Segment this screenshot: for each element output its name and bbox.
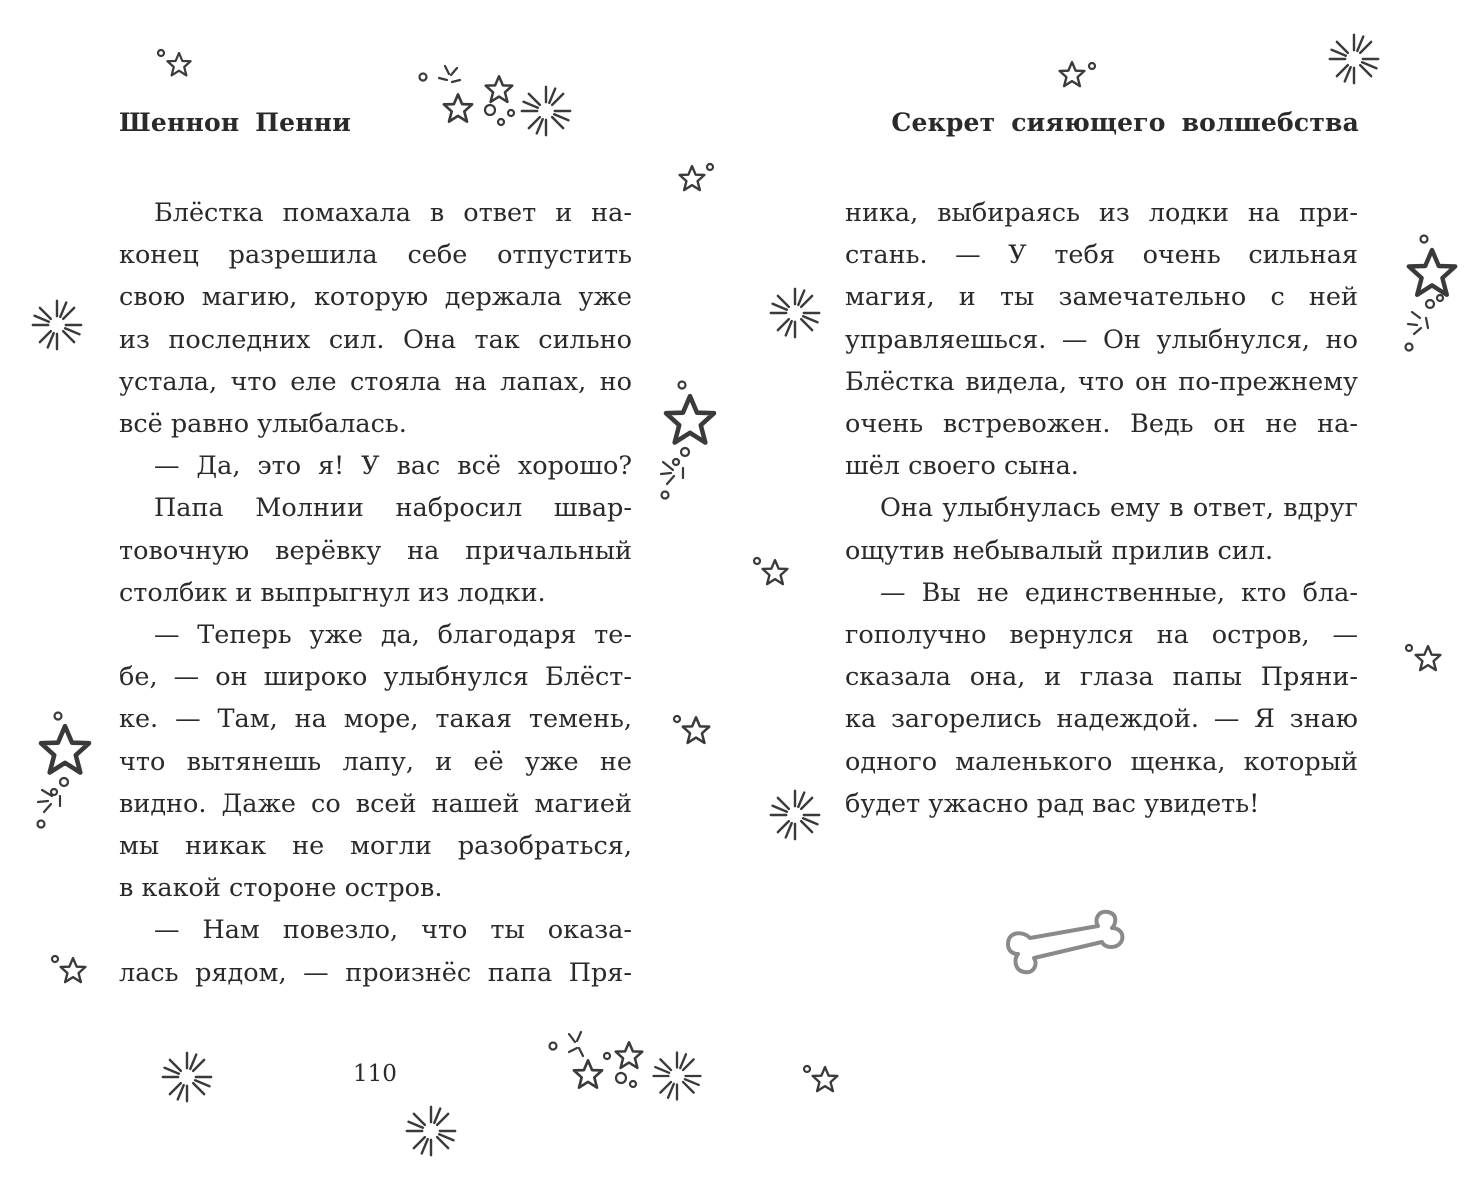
text-line: ка загорелись надеждой. — Я знаю	[845, 704, 1358, 735]
text-line: конец разрешила себе отпустить	[119, 240, 632, 271]
star-icon	[155, 44, 199, 84]
sparkle-burst-icon	[762, 782, 828, 848]
text-line: — Вы не единственные, кто бла-	[880, 577, 1358, 608]
text-line: — Нам повезло, что ты оказа-	[154, 915, 632, 946]
star-icon	[48, 950, 92, 990]
star-icon	[670, 710, 716, 750]
text-line: что вытянешь лапу, и её уже не	[119, 746, 632, 777]
text-line: лась рядом, — произнёс папа Пря-	[119, 957, 632, 988]
text-line: свою магию, которую держала уже	[119, 282, 632, 313]
text-line: магия, и ты замечательно с ней	[845, 282, 1358, 313]
star-icon	[675, 158, 721, 198]
star-icon	[1400, 232, 1466, 356]
text-line: гополучно вернулся на остров, —	[845, 620, 1358, 651]
left-page-text	[119, 192, 632, 994]
sparkle-burst-icon	[398, 1098, 464, 1164]
text-line: очень встревожен. Ведь он не на-	[845, 409, 1358, 440]
bone-icon	[1000, 902, 1130, 982]
sparkle-burst-icon	[154, 1044, 220, 1110]
sparkle-burst-icon	[1321, 26, 1387, 92]
sparkle-burst-icon	[762, 280, 828, 346]
star-icon	[800, 1060, 844, 1100]
text-line: ника, выбираясь из лодки на при-	[845, 198, 1358, 228]
sparkle-burst-icon	[415, 60, 585, 146]
running-header-title: Секрет сияющего волшебства	[891, 108, 1359, 137]
text-line: Блёстка помахала в ответ и на-	[154, 198, 632, 228]
text-line: устала, что еле стояла на лапах, но	[119, 366, 632, 397]
sparkle-burst-icon	[24, 292, 90, 358]
star-icon	[30, 706, 100, 832]
text-line: ке. — Там, на море, такая темень,	[119, 704, 632, 735]
text-line: стань. — У тебя очень сильная	[845, 240, 1358, 271]
text-line: Папа Молнии набросил швар-	[154, 493, 632, 524]
text-line: одного маленького щенка, который	[845, 746, 1358, 777]
text-line: бе, — он широко улыбнулся Блёст-	[119, 662, 632, 693]
text-line: будет ужасно рад вас увидеть!	[845, 788, 1260, 819]
text-line: сказала она, и глаза папы Пряни-	[845, 662, 1358, 693]
star-icon	[655, 376, 725, 504]
text-line: столбик и выпрыгнул из лодки.	[119, 577, 546, 608]
text-line: Она улыбнулась ему в ответ, вдруг	[880, 493, 1358, 524]
text-line: в какой стороне остров.	[119, 873, 443, 904]
star-icon	[1403, 638, 1449, 678]
text-line: из последних сил. Она так сильно	[119, 324, 632, 355]
right-page-text	[845, 192, 1358, 825]
text-line: товочную верёвку на причальный	[119, 535, 632, 566]
page-number: 110	[353, 1061, 397, 1087]
text-line: управляешься. — Он улыбнулся, но	[845, 324, 1358, 355]
text-line: Блёстка видела, что он по-прежнему	[845, 366, 1358, 397]
star-icon	[1055, 54, 1101, 94]
text-line: шёл своего сына.	[845, 451, 1079, 482]
running-header-author: Шеннон Пенни	[119, 108, 351, 137]
star-icon	[750, 552, 794, 592]
text-line: — Теперь уже да, благодаря те-	[154, 620, 632, 651]
text-line: мы никак не могли разобраться,	[119, 831, 632, 862]
text-line: ощутив небывалый прилив сил.	[845, 535, 1274, 566]
text-line: — Да, это я! У вас всё хорошо?	[154, 451, 632, 482]
sparkle-burst-icon	[545, 1022, 715, 1106]
text-line: видно. Даже со всей нашей магией	[119, 788, 632, 819]
text-line: всё равно улыбалась.	[119, 409, 407, 440]
